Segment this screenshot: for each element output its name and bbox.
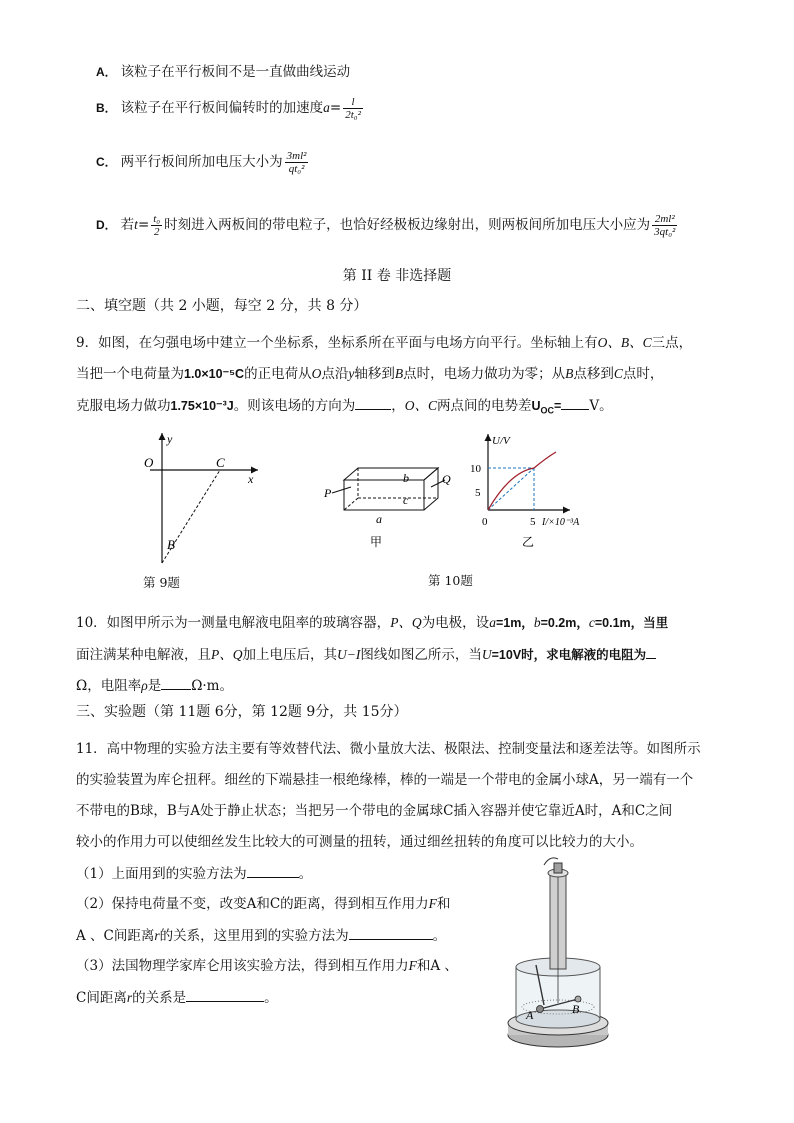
text: 。 — [298, 866, 313, 882]
label-jia: 甲 — [370, 535, 383, 549]
text: 和A 、 — [416, 958, 458, 974]
option-text: 该粒子在平行板间偏转时的加速度 — [120, 100, 324, 116]
text: （3）法国物理学家库仑用该实验方法，得到相互作用力 — [76, 958, 409, 974]
text: C间距离 — [76, 990, 127, 1006]
dim-c: c — [403, 493, 409, 507]
text: 当把一个电荷量为 — [76, 366, 184, 382]
option-d — [96, 213, 679, 238]
text: 两点间的电势差 — [437, 398, 532, 414]
q11-sub3b — [76, 987, 278, 1008]
text: 的关系是 — [132, 990, 187, 1006]
fraction-numerator: l — [343, 96, 363, 109]
answer-blank[interactable] — [161, 675, 191, 690]
text: 。 — [432, 928, 447, 944]
tick-5: 5 — [475, 487, 481, 499]
text: Ω·m。 — [191, 678, 233, 694]
text: 。 — [264, 990, 278, 1006]
option-b — [96, 96, 365, 121]
section-title: 第 II 卷 非选择题 — [342, 268, 452, 284]
q11-sub2a — [76, 894, 450, 914]
figure-10-container — [318, 460, 458, 555]
fraction — [151, 213, 162, 238]
point-b: B — [167, 537, 175, 552]
torsion-balance-figure — [500, 855, 618, 1055]
text: P、Q — [390, 615, 422, 630]
text: = — [554, 399, 562, 413]
x-label: x — [248, 472, 254, 486]
q10-line3 — [76, 675, 233, 696]
time-var: t — [134, 217, 138, 232]
text: ρ — [141, 678, 148, 693]
text: C — [613, 366, 623, 381]
q9-line3 — [76, 395, 613, 421]
text: 三点， — [651, 335, 693, 351]
text: OC — [540, 405, 555, 416]
text: 轴移到 — [354, 366, 395, 382]
text: （2）保持电荷量不变，改变A和C的距离，得到相互作用力 — [76, 896, 429, 912]
text: 克服电场力做功 — [76, 398, 171, 414]
q9-line1 — [76, 333, 692, 353]
electrode-p: P — [324, 486, 332, 500]
q10-line1 — [76, 613, 668, 633]
text: U — [481, 647, 492, 662]
q11-sub1 — [76, 863, 312, 884]
fraction-denominator: 2 — [153, 226, 160, 238]
option-text: 两平行板间所加电压大小为 — [120, 154, 283, 170]
text: r — [154, 928, 160, 943]
fraction-numerator: 3ml² — [286, 150, 307, 162]
tick-i5: 5 — [530, 516, 536, 528]
text: b — [533, 615, 541, 630]
text: =0.1m，当里 — [594, 616, 669, 630]
answer-blank[interactable] — [349, 925, 433, 940]
acceleration-var: a — [323, 100, 330, 115]
text: y — [348, 366, 355, 381]
tangent-line — [488, 468, 534, 510]
figure-9 — [130, 425, 270, 570]
text: A 、C间距离 — [76, 928, 155, 944]
fraction — [652, 213, 677, 238]
q10-line2 — [76, 644, 656, 665]
text: c — [588, 615, 595, 630]
option-text: 该粒子在平行板间不是一直做曲线运动 — [120, 64, 351, 80]
equals: = — [329, 100, 342, 116]
y-label: y — [167, 432, 173, 446]
dim-b: b — [403, 471, 409, 485]
tick-10: 10 — [470, 463, 481, 475]
text: B — [394, 366, 404, 381]
text: a — [489, 615, 496, 630]
option-letter: C． — [96, 155, 117, 169]
text: 点时，电场力做功为零；从 — [403, 366, 566, 382]
part3-heading: 三、实验题（第 11题 6分，第 12题 9分，共 15分） — [76, 704, 408, 720]
fraction-numerator: 2ml² — [652, 213, 677, 226]
text: ， — [391, 398, 405, 414]
fraction-denominator: 3qt₀² — [654, 226, 676, 238]
q11-sub2b — [76, 925, 446, 946]
figure-9-caption: 第 9题 — [143, 575, 180, 590]
charge-value: 1.0×10⁻⁵C — [184, 367, 245, 381]
part2-heading: 二、填空题（共 2 小题，每空 2 分，共 8 分） — [76, 298, 368, 314]
text: 点时， — [622, 366, 664, 382]
text: 的正电荷从 — [244, 366, 312, 382]
text: =0.2m， — [540, 616, 589, 630]
text: U — [531, 399, 541, 413]
text: 加上电压后，其 — [242, 647, 337, 663]
option-text: 时刻进入两板间的带电粒子，也恰好经极板边缘射出，则两板间所加电压大小应为 — [164, 217, 651, 233]
label-yi: 乙 — [522, 535, 535, 549]
option-pre: 若 — [120, 217, 135, 233]
tick-0: 0 — [482, 516, 488, 528]
fraction — [285, 150, 309, 175]
figure-10-graph — [470, 428, 600, 553]
label-a: A — [526, 1008, 534, 1022]
text: 点沿 — [321, 366, 349, 382]
text: 的关系，这里用到的实验方法为 — [159, 928, 349, 944]
fraction-denominator: 2t₀² — [345, 109, 361, 121]
figure-10-caption: 第 10题 — [428, 573, 473, 588]
text: O — [311, 366, 322, 381]
text: P、Q — [211, 647, 243, 662]
q11-line2: 的实验装置为库仑扭秤。细丝的下端悬挂一根绝缘棒，棒的一端是一个带电的金属小球A，另一端有一个 — [76, 772, 694, 788]
answer-blank[interactable] — [646, 644, 656, 659]
answer-blank[interactable] — [355, 395, 391, 410]
text: 是 — [147, 678, 162, 694]
q11-line4: 较小的作用力可以使细丝发生比较大的可测量的扭转，通过细丝扭转的角度可以比较力的大小。 — [76, 834, 643, 850]
text: Ω，电阻率 — [76, 678, 142, 694]
electrode-q: Q — [442, 472, 451, 486]
text: =10V时，求电解液的电阻为 — [491, 648, 647, 662]
option-letter: B． — [96, 101, 117, 115]
equals: = — [137, 217, 150, 233]
q11-sub3a — [76, 956, 458, 976]
option-c — [96, 150, 310, 175]
text: B — [565, 366, 574, 381]
text: 10．如图甲所示为一测量电解液电阻率的玻璃容器， — [76, 615, 391, 631]
fraction-denominator: qt₀² — [288, 163, 305, 175]
fraction-numerator: t₀ — [153, 213, 161, 225]
answer-blank[interactable] — [247, 863, 299, 878]
text: 点移到 — [573, 366, 614, 382]
u-i-curve — [488, 452, 556, 510]
answer-blank[interactable] — [561, 395, 589, 410]
answer-blank[interactable] — [186, 987, 264, 1002]
text: 图线如图乙所示，当 — [360, 647, 482, 663]
text: （1）上面用到的实验方法为 — [76, 866, 247, 882]
option-a — [96, 62, 350, 82]
text: O、B、C — [597, 335, 652, 350]
i-label: I/×10⁻³A — [542, 517, 580, 528]
text: 9．如图，在匀强电场中建立一个坐标系，坐标系所在平面与电场方向平行。坐标轴上有 — [76, 335, 598, 351]
text: V。 — [589, 398, 613, 414]
work-value: 1.75×10⁻³J — [170, 399, 234, 413]
text: 和 — [436, 896, 451, 912]
text: F — [408, 958, 417, 973]
text: 为电极，设 — [421, 615, 490, 631]
point-o: O — [144, 455, 154, 470]
dim-a: a — [376, 512, 382, 526]
text: U−I — [337, 647, 361, 662]
u-label: U/V — [492, 435, 510, 447]
q9-line2 — [76, 364, 663, 384]
option-letter: D． — [96, 218, 117, 232]
ball-a — [537, 1006, 544, 1013]
fraction — [343, 96, 363, 121]
text: 。则该电场的方向为 — [233, 398, 356, 414]
q11-line3: 不带电的B球，B与A处于静止状态；当把另一个带电的金属球C插入容器并使它靠近A时，A和C之间 — [76, 803, 673, 819]
label-b: B — [572, 1002, 580, 1016]
text: r — [126, 990, 133, 1005]
option-letter: A． — [96, 65, 117, 79]
q11-line1: 11．高中物理的实验方法主要有等效替代法、微小量放大法、极限法、控制变量法和逐差法等。如图所示 — [76, 741, 701, 757]
text: F — [428, 896, 437, 911]
point-c: C — [216, 455, 225, 470]
text: =1m， — [495, 616, 534, 630]
text: O、C — [404, 398, 438, 413]
text: 面注满某种电解液，且 — [76, 647, 211, 663]
